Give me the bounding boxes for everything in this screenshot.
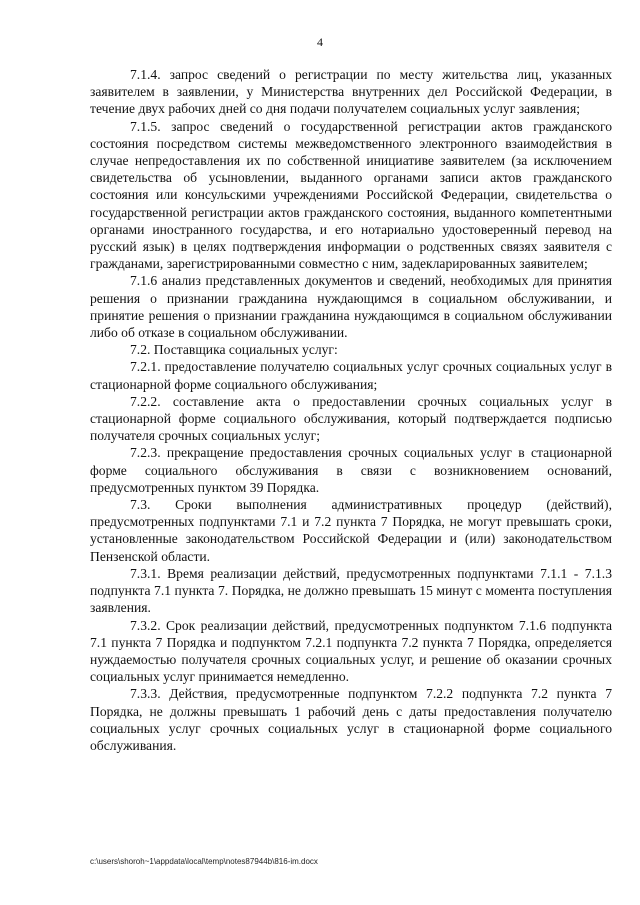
paragraph-7-3-1: 7.3.1. Время реализации действий, предусмотренных подпунктами 7.1.1 - 7.1.3 подпункта 7.1 пункта 7. Порядка, не должно превышать 15 минут с момента поступления заявления. <box>90 565 612 616</box>
paragraph-7-1-4: 7.1.4. запрос сведений о регистрации по месту жительства лиц, указанных заявителем в заявлении, у Министерства внутренних дел Российской Федерации, в течение двух рабочих дней со дня подачи получателем социальных услуг заявления; <box>90 67 612 117</box>
footer-file-path: c:\users\shoroh~1\appdata\local\temp\notes87944b\816-im.docx <box>90 857 318 866</box>
paragraph-7-2-3: 7.2.3. прекращение предоставления срочных социальных услуг в стационарной форме социального обслуживания в связи с возникновением оснований, предусмотренных пунктом 39 Порядка. <box>90 445 612 495</box>
page-number: 4 <box>317 35 323 49</box>
paragraph-7-3-3: 7.3.3. Действия, предусмотренные подпунктом 7.2.2 подпункта 7.2 пункта 7 Порядка, не должны превышать 1 рабочий день с даты предоставления получателю социальных услуг срочных социальных услуг в стационарной форме социального обслуживания. <box>90 686 612 753</box>
paragraph-7-3: 7.3. Сроки выполнения административных процедур (действий), предусмотренных подпунктами 7.1 и 7.2 пункта 7 Порядка, не могут превышать сроки, установленные законодательством Российской Федерации и (или) законодательством Пензенской области. <box>90 497 612 564</box>
paragraph-7-2-1: 7.2.1. предоставление получателю социальных услуг срочных социальных услуг в стационарной форме социального обслуживания; <box>90 359 612 392</box>
document-body <box>90 66 612 754</box>
paragraph-7-2-2: 7.2.2. составление акта о предоставлении срочных социальных услуг в стационарной форме социального обслуживания, который подтверждается подписью получателя срочных социальных услуг; <box>90 393 612 444</box>
paragraph-7-2: 7.2. Поставщика социальных услуг: <box>130 342 338 358</box>
paragraph-7-3-2: 7.3.2. Срок реализации действий, предусмотренных подпунктом 7.1.6 подпункта 7.1 пункта 7 Порядка и подпунктом 7.2.1 подпункта 7.2 пункта 7 Порядка, определяется нуждаемостью получателя срочных социальных услуг, и решение об оказании срочных социальных услуг принимается немедленно. <box>90 617 612 685</box>
paragraph-7-1-6: 7.1.6 анализ представленных документов и сведений, необходимых для принятия решения о признании гражданина нуждающимся в социальном обслуживании, и принятие решения о признании гражданина нуждающимся в социальном обслуживании либо об отказе в социальном обслуживании. <box>90 273 612 341</box>
paragraph-7-1-5: 7.1.5. запрос сведений о государственной регистрации актов гражданского состояния посредством системы межведомственного электронного взаимодействия в случае непредоставления их по собственной инициативе заявителем (за исключением свидетельства об усыновлении, выданного органами записи актов гражданского состояния или консульскими учреждениями Российской Федерации, свидетельства о государственной регистрации актов гражданского состояния, выданного компетентными органами иностранного государства, и его нотариально удостоверенный перевод на русский язык) в целях подтверждения информации о родственных связях заявителя с гражданами, зарегистрированными совместно с ним, задекларированных заявителем; <box>90 118 612 272</box>
